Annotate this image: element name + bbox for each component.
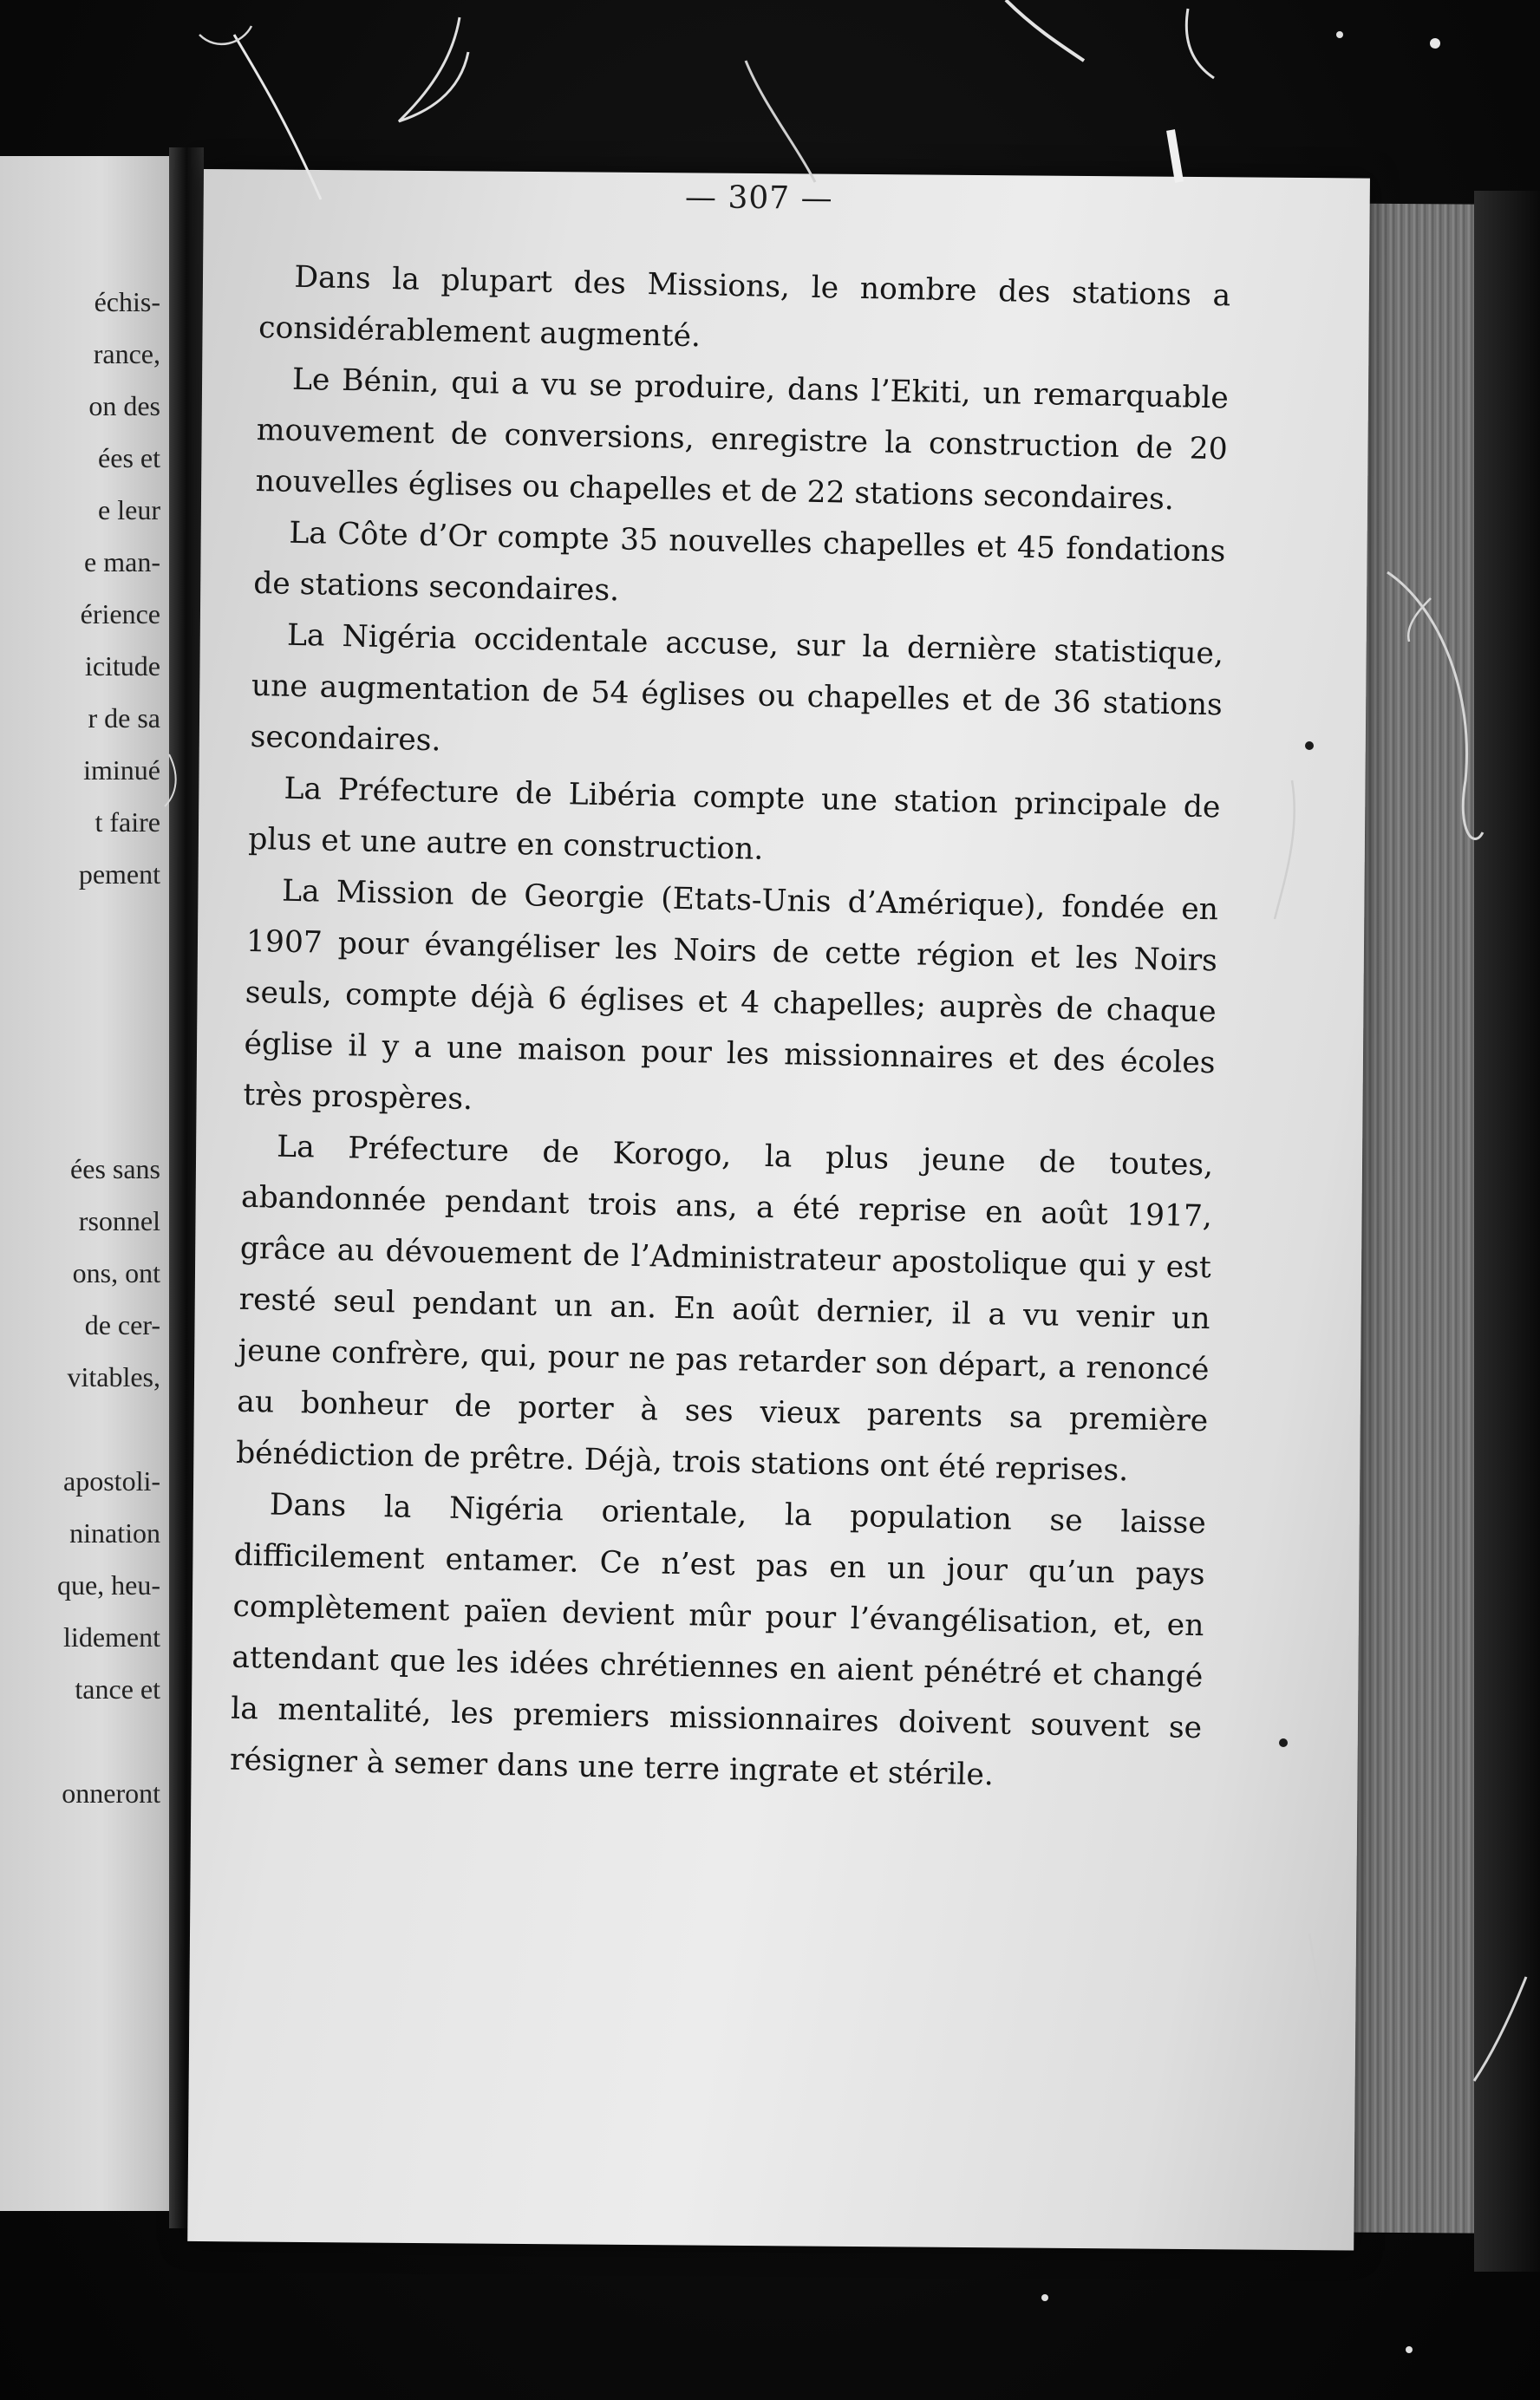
left-page-line: échis- bbox=[94, 286, 160, 317]
paragraph: La Côte d’Or compte 35 nouvelles chapelles et 45 fondations de stations secondaires. bbox=[252, 515, 1226, 609]
left-page-line: rance, bbox=[93, 338, 160, 369]
left-page-line: nination bbox=[69, 1517, 160, 1549]
left-page-line: rsonnel bbox=[78, 1205, 160, 1236]
left-page-line: pement bbox=[78, 858, 160, 890]
paragraph: La Mission de Georgie (Etats-Unis d’Amérique), fondée en 1907 pour évangéliser les Noirs de cette région et les Noirs seuls, compte déjà 6 églises et 4 chapelles; auprès de chaque église il y a une maison pour les missionnaires et des écoles très prospères. bbox=[243, 873, 1219, 1118]
left-page-line: onneront bbox=[62, 1777, 160, 1809]
left-page-line: apostoli- bbox=[63, 1465, 160, 1497]
left-page-line: icitude bbox=[84, 650, 160, 682]
left-page-line: t faire bbox=[95, 806, 160, 838]
left-page-line: on des bbox=[88, 390, 160, 421]
left-page-line: ées et bbox=[98, 442, 160, 473]
left-page-line: tance et bbox=[75, 1673, 160, 1705]
paragraph: La Nigéria occidentale accuse, sur la dernière statistique, une augmentation de 54 églises ou chapelles et de 36 stations secondaires. bbox=[250, 617, 1224, 759]
left-page-line: iminué bbox=[83, 754, 160, 786]
left-page-line: e leur bbox=[98, 494, 160, 525]
left-page-line: lidement bbox=[63, 1621, 160, 1653]
paragraph: La Préfecture de Libéria compte une station principale de plus et une autre en construction. bbox=[247, 771, 1221, 867]
left-page-line: vitables, bbox=[67, 1361, 160, 1392]
left-page-line: r de sa bbox=[88, 702, 160, 734]
paragraph: Dans la Nigéria orientale, la population se laisse difficilement entamer. Ce n’est pas en un jour qu’un pays complètement païen devient mûr pour l’évangélisation, et, en attendant que les idées chrétiennes en aient pénétré et changé la mentalité, les premiers missionnaires doivent souvent se résigner à semer dans une terre ingrate et stérile. bbox=[229, 1487, 1207, 1793]
left-page-line: ons, ont bbox=[72, 1257, 160, 1288]
edge-shadow bbox=[1474, 191, 1540, 2272]
left-page-line: ées sans bbox=[70, 1153, 160, 1184]
page-body bbox=[229, 251, 1230, 1805]
left-page-line: de cer- bbox=[84, 1309, 160, 1340]
left-page-line: érience bbox=[80, 598, 160, 629]
left-page-fragment bbox=[0, 156, 169, 2211]
left-page-line: e man- bbox=[84, 546, 160, 577]
paragraph: Le Bénin, qui a vu se produire, dans l’Ekiti, un remarquable mouvement de conversions, enregistre la construction de 20 nouvelles églises ou chapelles et de 22 stations secondaires. bbox=[255, 362, 1230, 518]
paragraph: Dans la plupart des Missions, le nombre des stations a considérablement augmenté. bbox=[258, 259, 1231, 355]
paragraph: La Préfecture de Korogo, la plus jeune de toutes, abandonnée pendant trois ans, a été reprise en août 1917, grâce au dévouement de l’Administrateur apostolique qui y est resté seul pendant un an. En août dernier, il a vu venir un jeune confrère, qui, pour ne pas retarder son départ, a renoncé au bonheur de porter à ses vieux parents sa première bénédiction de prêtre. Déjà, trois stations ont été reprises. bbox=[235, 1129, 1214, 1489]
left-page-line: que, heu- bbox=[56, 1569, 160, 1601]
page-number: — 307 — bbox=[684, 179, 833, 217]
